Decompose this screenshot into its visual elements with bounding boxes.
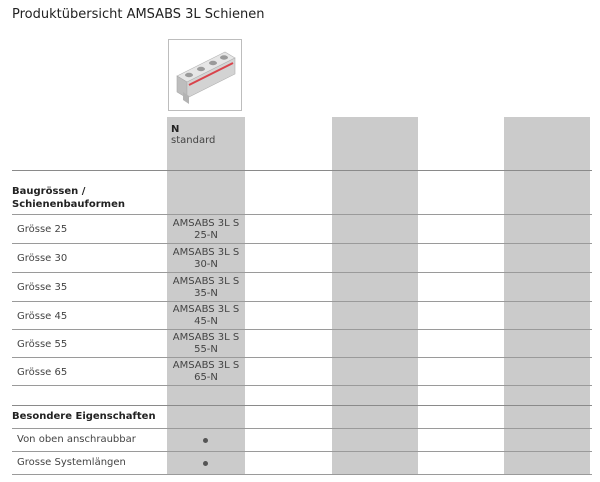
row-value: AMSABS 3L S 65-N [172,360,240,383]
divider [12,451,592,452]
row-label: Grösse 45 [17,311,68,322]
divider-header [12,170,592,171]
row-label: Grösse 30 [17,253,68,264]
row-value: AMSABS 3L S 45-N [172,304,240,327]
column-label: standard [171,135,216,146]
divider [12,243,592,244]
row-label: Grösse 25 [17,224,68,235]
row-value: AMSABS 3L S 55-N [172,332,240,355]
section-header-sizes: Baugrössen / Schienenbauformen [12,186,125,210]
divider [12,428,592,429]
row-value: AMSABS 3L S 35-N [172,276,240,299]
divider [12,385,592,386]
page-title: Produktübersicht AMSABS 3L Schienen [12,7,265,22]
column-code: N [171,124,180,135]
section-header-special: Besondere Eigenschaften [12,411,156,422]
bullet-dot-icon [203,438,208,443]
divider [12,214,592,215]
divider [12,357,592,358]
product-thumbnail [168,39,242,111]
feature-label: Von oben anschraubbar [17,434,136,445]
row-label: Grösse 55 [17,339,68,350]
divider [12,301,592,302]
row-label: Grösse 65 [17,367,68,378]
divider [12,329,592,330]
bullet-dot-icon [203,461,208,466]
row-value: AMSABS 3L S 25-N [172,218,240,241]
row-label: Grösse 35 [17,282,68,293]
row-value: AMSABS 3L S 30-N [172,247,240,270]
divider [12,474,592,475]
feature-label: Grosse Systemlängen [17,457,126,468]
divider [12,272,592,273]
rail-profile-image [169,40,241,110]
divider-section [12,405,592,406]
